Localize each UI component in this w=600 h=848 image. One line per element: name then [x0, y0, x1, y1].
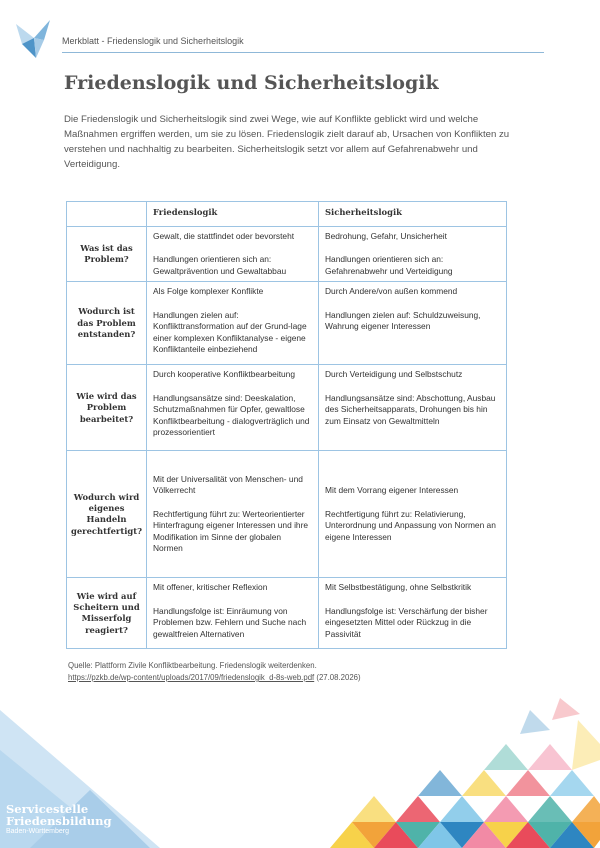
- row-question: Wodurch ist das Problem entstanden?: [67, 282, 147, 365]
- security-cell: [319, 227, 507, 282]
- security-cell: [319, 365, 507, 451]
- table-header-empty: [67, 202, 147, 227]
- security-cell: [319, 451, 507, 578]
- peace-cell: [147, 451, 319, 578]
- peace-cell: [147, 227, 319, 282]
- brand-line-3: Baden-Württemberg: [6, 828, 70, 835]
- peace-detail: Handlungsansätze sind: Deeskalation, Schutzmaßnahmen für Opfer, gewaltlose Konfliktbearbeitung - dialogverträglich und prozessorientiert: [153, 392, 310, 438]
- source-link[interactable]: https://pzkb.de/wp-content/uploads/2017/09/friedenslogik_d-8s-web.pdf: [68, 673, 315, 682]
- row-question: Wie wird das Problem bearbeitet?: [67, 365, 147, 451]
- table-row: [67, 227, 507, 282]
- table-header-peace: Friedenslogik: [147, 202, 319, 227]
- table-row: [67, 451, 507, 578]
- security-summary: Durch Andere/von außen kommend: [325, 286, 458, 297]
- security-summary: Mit Selbstbestätigung, ohne Selbstkritik: [325, 582, 472, 593]
- peace-summary: Als Folge komplexer Konflikte: [153, 286, 264, 297]
- peace-summary: Mit der Universalität von Menschen- und Völkerrecht: [153, 473, 303, 496]
- source-date: (27.08.2026): [314, 673, 361, 682]
- security-detail: Handlungsfolge ist: Verschärfung der bisher eingesetzten Mittel oder Rückzug in die Passivität: [325, 605, 488, 639]
- comparison-table: [66, 201, 507, 649]
- security-summary: Mit dem Vorrang eigener Interessen: [325, 485, 459, 496]
- row-question: Was ist das Problem?: [67, 227, 147, 282]
- source-citation: [68, 660, 528, 684]
- table-row: [67, 578, 507, 649]
- peace-detail: Handlungen zielen auf: Konflikttransformation auf der Grund-lage einer komplexen Konfliktanalyse - eigene Konfliktanteile einbeziehend: [153, 309, 307, 355]
- security-detail: Handlungen zielen auf: Schuldzuweisung, Wahrung eigener Interessen: [325, 309, 481, 332]
- peace-detail: Handlungsfolge ist: Einräumung von Problemen bzw. Fehlern und Suche nach gewaltfreien Alternativen: [153, 605, 307, 639]
- page-title: Friedenslogik und Sicherheitslogik: [64, 72, 439, 94]
- header-text: Merkblatt - Friedenslogik und Sicherheitslogik: [62, 36, 244, 46]
- peace-detail: Handlungen orientieren sich an: Gewaltprävention und Gewaltabbau: [153, 254, 287, 276]
- brand-logo-text: [6, 803, 111, 837]
- brand-line-2: Friedensbildung: [6, 814, 112, 828]
- table-header-security: Sicherheitslogik: [319, 202, 507, 227]
- origami-bird-icon: [14, 18, 52, 60]
- security-detail: Rechtfertigung führt zu: Relativierung, Unterordnung und Anpassung von Normen an eigene Interessen: [325, 508, 496, 542]
- security-summary: Durch Verteidigung und Selbstschutz: [325, 369, 463, 380]
- peace-cell: [147, 282, 319, 365]
- security-cell: [319, 578, 507, 649]
- peace-summary: Gewalt, die stattfindet oder bevorsteht: [153, 231, 295, 241]
- peace-summary: Durch kooperative Konfliktbearbeitung: [153, 369, 295, 380]
- table-row: [67, 282, 507, 365]
- security-detail: Handlungen orientieren sich an: Gefahrenabwehr und Verteidigung: [325, 254, 453, 276]
- table-row: [67, 365, 507, 451]
- intro-paragraph: Die Friedenslogik und Sicherheitslogik sind zwei Wege, wie auf Konflikte geblickt wird und welche Maßnahmen ergriffen werden, um sie zu lösen. Friedenslogik zielt darauf ab, Ursachen von Konflikten zu verstehen und nachhaltig zu bearbeiten. Sicherheitslogik setzt vor allem auf Gefahrenabwehr und Verteidigung.: [64, 114, 510, 170]
- peace-cell: [147, 578, 319, 649]
- security-summary: Bedrohung, Gefahr, Unsicherheit: [325, 231, 447, 241]
- row-question: Wie wird auf Scheitern und Misserfolg reagiert?: [67, 578, 147, 649]
- source-text: Quelle: Plattform Zivile Konfliktbearbeitung. Friedenslogik weiterdenken.: [68, 661, 317, 670]
- table-header-row: [67, 202, 507, 227]
- security-detail: Handlungsansätze sind: Abschottung, Ausbau des Sicherheitsapparats, Drohungen bis hin zum Einsatz von Gewaltmitteln: [325, 392, 496, 426]
- header-divider: [62, 52, 544, 53]
- peace-cell: [147, 365, 319, 451]
- security-cell: [319, 282, 507, 365]
- peace-summary: Mit offener, kritischer Reflexion: [153, 582, 268, 593]
- brand-line-1: Servicestelle: [6, 802, 89, 816]
- row-question: Wodurch wird eigenes Handeln gerechtfertigt?: [67, 451, 147, 578]
- peace-detail: Rechtfertigung führt zu: Werteorientierter Hinterfragung eigener Interessen und ihre Modifikation im Sinne der globalen Normen: [153, 508, 309, 554]
